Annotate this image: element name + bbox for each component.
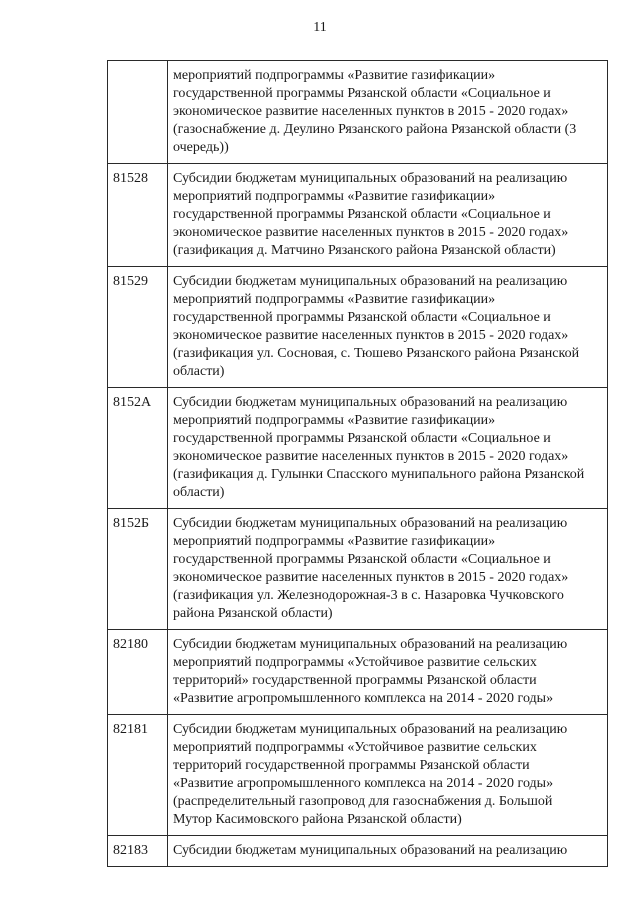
budget-description <box>168 267 608 388</box>
budget-description <box>168 164 608 267</box>
description-line: мероприятий подпрограммы «Устойчивое развитие сельских <box>173 740 537 755</box>
table-row <box>108 715 608 836</box>
description-line: Субсидии бюджетам муниципальных образований на реализацию <box>173 171 568 186</box>
table-row <box>108 388 608 509</box>
budget-code: 82183 <box>108 836 168 867</box>
description-line: экономическое развитие населенных пунктов в 2015 - 2020 годах» <box>173 570 569 585</box>
description-line: очередь)) <box>173 140 229 155</box>
table-row <box>108 164 608 267</box>
description-line: экономическое развитие населенных пунктов в 2015 - 2020 годах» <box>173 449 569 464</box>
description-line: государственной программы Рязанской области «Социальное и <box>173 207 551 222</box>
budget-code: 81529 <box>108 267 168 388</box>
page-number: 11 <box>313 20 327 35</box>
budget-code: 8152Б <box>108 509 168 630</box>
description-line: области) <box>173 364 225 379</box>
description-line: Субсидии бюджетам муниципальных образований на реализацию <box>173 637 568 652</box>
description-line: мероприятий подпрограммы «Устойчивое развитие сельских <box>173 655 537 670</box>
description-line: Субсидии бюджетам муниципальных образований на реализацию <box>173 722 568 737</box>
description-line: территорий» государственной программы Рязанской области <box>173 673 537 688</box>
description-line: мероприятий подпрограммы «Развитие газификации» <box>173 413 496 428</box>
description-line: «Развитие агропромышленного комплекса на 2014 - 2020 годы» <box>173 776 554 791</box>
description-line: Субсидии бюджетам муниципальных образований на реализацию <box>173 516 568 531</box>
budget-code: 8152А <box>108 388 168 509</box>
description-line: Субсидии бюджетам муниципальных образований на реализацию <box>173 395 568 410</box>
description-line: мероприятий подпрограммы «Развитие газификации» <box>173 292 496 307</box>
description-line: мероприятий подпрограммы «Развитие газификации» <box>173 189 496 204</box>
budget-code-table <box>107 60 608 867</box>
budget-code: 81528 <box>108 164 168 267</box>
table-row <box>108 509 608 630</box>
description-line: (газификация ул. Железнодорожная-3 в с. Назаровка Чучковского <box>173 588 564 603</box>
description-line: государственной программы Рязанской области «Социальное и <box>173 310 551 325</box>
description-line: области) <box>173 485 225 500</box>
table-body <box>108 61 608 867</box>
description-line: государственной программы Рязанской области «Социальное и <box>173 431 551 446</box>
budget-description <box>168 388 608 509</box>
budget-description <box>168 715 608 836</box>
description-line: Мутор Касимовского района Рязанской области) <box>173 812 462 827</box>
table-row <box>108 61 608 164</box>
description-line: экономическое развитие населенных пунктов в 2015 - 2020 годах» <box>173 328 569 343</box>
description-line: «Развитие агропромышленного комплекса на 2014 - 2020 годы» <box>173 691 554 706</box>
budget-code <box>108 61 168 164</box>
description-line: мероприятий подпрограммы «Развитие газификации» <box>173 534 496 549</box>
description-line: мероприятий подпрограммы «Развитие газификации» <box>173 68 496 83</box>
table-row <box>108 836 608 867</box>
budget-description <box>168 630 608 715</box>
description-line: государственной программы Рязанской области «Социальное и <box>173 86 551 101</box>
budget-code: 82180 <box>108 630 168 715</box>
description-line: государственной программы Рязанской области «Социальное и <box>173 552 551 567</box>
description-line: (газоснабжение д. Деулино Рязанского района Рязанской области (3 <box>173 122 577 137</box>
description-line: (газификация д. Матчино Рязанского района Рязанской области) <box>173 243 556 258</box>
table-row <box>108 267 608 388</box>
budget-description <box>168 509 608 630</box>
description-line: (газификация ул. Сосновая, с. Тюшево Рязанского района Рязанской <box>173 346 580 361</box>
description-line: Субсидии бюджетам муниципальных образований на реализацию <box>173 843 568 858</box>
budget-description <box>168 61 608 164</box>
budget-code: 82181 <box>108 715 168 836</box>
description-line: Субсидии бюджетам муниципальных образований на реализацию <box>173 274 568 289</box>
description-line: территорий государственной программы Рязанской области <box>173 758 530 773</box>
description-line: района Рязанской области) <box>173 606 333 621</box>
description-line: (газификация д. Гулынки Спасского мунипального района Рязанской <box>173 467 585 482</box>
description-line: экономическое развитие населенных пунктов в 2015 - 2020 годах» <box>173 225 569 240</box>
description-line: экономическое развитие населенных пунктов в 2015 - 2020 годах» <box>173 104 569 119</box>
table-row <box>108 630 608 715</box>
budget-description <box>168 836 608 867</box>
description-line: (распределительный газопровод для газоснабжения д. Большой <box>173 794 553 809</box>
